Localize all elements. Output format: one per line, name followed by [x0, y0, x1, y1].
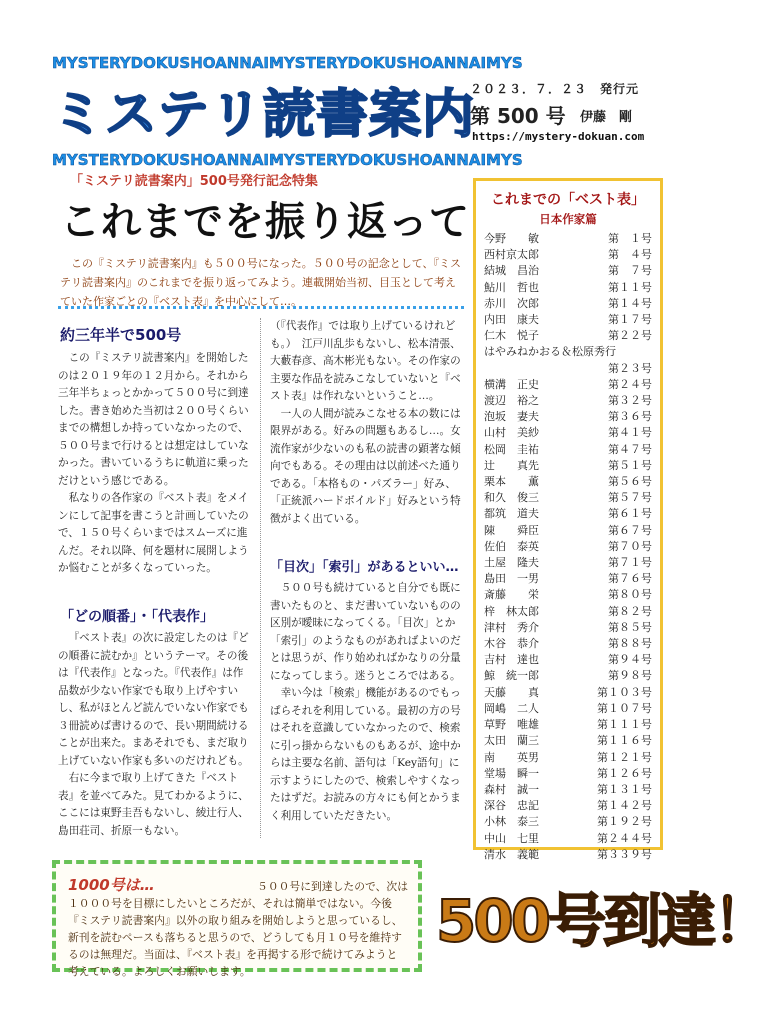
col2-para-1: （『代表作』では取り上げているけれども。） 江戸川乱歩もないし、松本清張、大藪春彦、高木彬光もない。その作家の主要な作品を読みこなしていないと『ベスト表』は作れないということ…。	[270, 320, 461, 402]
best-list-row	[484, 604, 652, 620]
issue-number-cell: 第７０号	[608, 539, 652, 553]
issue-number-cell: 第４１号	[608, 426, 652, 440]
author-name-cell: 太田 蘭三	[484, 734, 539, 748]
author-name-cell: 深谷 忠記	[484, 799, 539, 813]
special-label: 「ミステリ読書案内」500号発行記念特集	[70, 174, 318, 189]
issue-number-cell: 第８８号	[608, 637, 652, 651]
author-name: 伊藤 剛	[580, 110, 633, 125]
issue-number-cell: 第５７号	[608, 491, 652, 505]
author-name-cell: 吉村 達也	[484, 653, 539, 667]
best-list-row	[484, 798, 652, 814]
issue-number-cell: 第７６号	[608, 572, 652, 586]
author-name-cell: 都筑 道夫	[484, 507, 539, 521]
best-list-title: これまでの「ベスト表」	[491, 192, 645, 208]
author-name-cell: はやみねかおる＆松原秀行	[484, 345, 616, 359]
issue-number-cell: 第２３号	[608, 361, 652, 375]
author-name-cell: 内田 康夫	[484, 313, 539, 327]
best-list-row	[484, 490, 652, 506]
col2-body-2	[270, 580, 462, 825]
best-list-row	[484, 361, 652, 377]
footer-content	[68, 874, 408, 980]
issue-number-cell: 第２４４号	[597, 831, 652, 845]
best-list-row	[484, 263, 652, 279]
author-name-cell: 小林 泰三	[484, 815, 539, 829]
col1-para-1: この『ミステリ読書案内』を開始したのは２０１９年の１２月から。それから三年半ちょっとかかって５００号に到達した。書き始めた当初は２００号くらいまでの構想しか持っていなかったので、５００号まで行けるとは想定はしていなかった。書いているうちに軌道に乗っただけという感じである。	[58, 352, 249, 487]
issue-number-cell: 第３６号	[608, 410, 652, 424]
best-list-row	[484, 733, 652, 749]
bottom-banner: MYSTERYDOKUSHOANNAIMYSTERYDOKUSHOANNAIMYS	[52, 151, 523, 169]
author-name-cell: 鮎川 哲也	[484, 280, 539, 294]
author-name-cell: 渡辺 裕之	[484, 394, 539, 408]
issue-number-cell: 第９４号	[608, 653, 652, 667]
best-list-row	[484, 425, 652, 441]
author-name-cell: 木谷 恭介	[484, 637, 539, 651]
issue-number-cell: 第１４号	[608, 296, 652, 310]
issue-number-cell: 第２２号	[608, 329, 652, 343]
best-list-row	[484, 409, 652, 425]
issue-number-cell: 第８２号	[608, 604, 652, 618]
col2-para-4: 幸い今は「検索」機能があるのでもっぱらそれを利用している。最初の方の号はそれを意識していなかったので、検索に引っ掛からないものもあるが、途中からは主要な名前、語句は「Key語句」に示すようにしたので、検索しやすくなったはずだ。お読みの方々にも何とかうまく利用していただきたい。	[270, 687, 461, 822]
issue-number-cell: 第４７号	[608, 442, 652, 456]
col2-para-2: 一人の人間が読みこなせる本の数には限界がある。好みの問題もあるし…。女流作家が少ないのも私の読書の顕著な傾向でもある。その理由は以前述べた通りである。「本格もの・パズラー」好み、「正統派ハードボイルド」好みという特徴がよく出ている。	[270, 407, 461, 525]
best-list-row	[484, 458, 652, 474]
issue-number-cell: 第１２１号	[597, 750, 652, 764]
top-banner: MYSTERYDOKUSHOANNAIMYSTERYDOKUSHOANNAIMYS	[52, 54, 523, 72]
author-name-cell: 仁木 悦子	[484, 329, 539, 343]
issue-number-cell: 第３２号	[608, 394, 652, 408]
author-name-cell: 斎藤 栄	[484, 588, 539, 602]
best-list-row	[484, 766, 652, 782]
author-name-cell: 佐伯 泰英	[484, 539, 539, 553]
best-list-row	[484, 328, 652, 344]
best-list-row	[484, 474, 652, 490]
best-list-row	[484, 312, 652, 328]
issue-number-cell: 第１１１号	[597, 718, 652, 732]
issue-number-cell: 第８５号	[608, 620, 652, 634]
author-name-cell: 鯨 統一郎	[484, 669, 539, 683]
col2-para-3: ５００号も続けていると自分でも既に書いたものと、まだ書いていないものの区別が曖昧になってくる。「目次」とか「索引」のようなものがあればよいのだとは思うが、作り始めればかなりの分量になってしまう。迷うところではある。	[270, 582, 461, 682]
issue-number-cell: 第１１号	[608, 280, 652, 294]
best-list-row	[484, 685, 652, 701]
best-list-row	[484, 393, 652, 409]
author-name-cell: 堂場 瞬一	[484, 766, 539, 780]
issue-number-cell: 第５６号	[608, 475, 652, 489]
col1-body-1	[58, 350, 250, 578]
footer-text: １０００号を目標にしたいところだが、それは簡単ではない。今後『ミステリ読書案内』以外の取り組みを開始しようと思っているし、新刊を読むペースも落ちると思うので、どうしても月１０号を維持するのは無理だ。当面は、『ベスト表』を再掲する形で続けてみようと考えている。よろしくお願いします。	[68, 897, 403, 978]
column-divider	[260, 318, 261, 838]
col1-para-2: 私なりの各作家の『ベスト表』をメインにして記事を書こうと計画していたので、１５０号くらいまではスムーズに進んだ。それ以降、何を題材に展開しようか悩むことが多くなっていった。	[58, 492, 249, 574]
publish-date: ２０２３．７．２３ 発行元	[470, 82, 640, 96]
best-list-row	[484, 539, 652, 555]
author-name-cell: 結城 昌治	[484, 264, 539, 278]
best-list-row	[484, 231, 652, 247]
issue-number: 第 500 号	[470, 104, 566, 128]
footer-heading: 1000号は…	[68, 876, 155, 894]
author-name-cell: 草野 唯雄	[484, 718, 539, 732]
best-list-row	[484, 344, 652, 360]
best-list-row	[484, 814, 652, 830]
best-list-box	[473, 178, 663, 861]
best-list-row	[484, 636, 652, 652]
best-list	[484, 231, 652, 863]
best-list-row	[484, 620, 652, 636]
author-name-cell: 梓 林太郎	[484, 604, 539, 618]
best-list-row	[484, 847, 652, 863]
best-list-row	[484, 247, 652, 263]
dotted-divider	[58, 306, 464, 309]
issue-number-cell: 第１７号	[608, 313, 652, 327]
best-list-row	[484, 571, 652, 587]
best-list-row	[484, 782, 652, 798]
issue-number-cell: 第１３１号	[597, 782, 652, 796]
issue-number-cell: 第５１号	[608, 458, 652, 472]
issue-number-cell: 第３３９号	[597, 847, 652, 861]
issue-number-cell: 第１４２号	[597, 799, 652, 813]
author-name-cell: 天藤 真	[484, 685, 539, 699]
intro-text: この『ミステリ読書案内』も５００号になった。５００号の記念として、『ミステリ読書案内』のこれまでを振り返ってみよう。連載開始当初、目玉として考えていた作家ごとの『ベスト表』を中心にして…。	[60, 257, 462, 308]
author-name-cell: 南 英男	[484, 750, 539, 764]
issue-number-cell: 第１１６号	[597, 734, 652, 748]
issue-number-cell: 第１９２号	[597, 815, 652, 829]
best-list-subtitle: 日本作家篇	[539, 212, 597, 226]
issue-number-cell: 第８０号	[608, 588, 652, 602]
author-name-cell: 和久 俊三	[484, 491, 539, 505]
best-list-row	[484, 701, 652, 717]
issue-number-cell: 第９８号	[608, 669, 652, 683]
col2-body-1	[270, 318, 462, 528]
best-list-row	[484, 280, 652, 296]
author-name-cell: 横溝 正史	[484, 377, 539, 391]
author-name-cell: 泡坂 妻夫	[484, 410, 539, 424]
site-url[interactable]: https://mystery-dokuan.com	[472, 130, 645, 143]
issue-number-cell: 第 ４号	[608, 248, 652, 262]
best-list-row	[484, 296, 652, 312]
best-list-row	[484, 442, 652, 458]
best-list-row	[484, 377, 652, 393]
col1-body-2	[58, 630, 250, 840]
author-name-cell: 中山 七里	[484, 831, 539, 845]
best-list-row	[484, 750, 652, 766]
headline: これまでを振り返って	[60, 199, 470, 245]
col1-heading-1: 約三年半で500号	[60, 326, 182, 344]
issue-number-cell: 第１２６号	[597, 766, 652, 780]
author-name-cell: 西村京太郎	[484, 248, 539, 262]
issue-number-cell: 第 １号	[608, 232, 652, 245]
author-name-cell: 陳 舜臣	[484, 523, 539, 537]
author-name-cell: 島田 一男	[484, 572, 539, 586]
col1-heading-2: 「どの順番」・「代表作」	[60, 609, 214, 625]
footer-text-first: ５００号に到達したので、次は	[257, 880, 408, 893]
col2-heading: 「目次」「索引」があるといい…	[270, 560, 459, 575]
issue-number-cell: 第 ７号	[608, 264, 652, 278]
issue-number-cell: 第６１号	[608, 507, 652, 521]
author-name-cell: 山村 美紗	[484, 426, 539, 440]
issue-number-cell: 第７１号	[608, 556, 652, 570]
author-name-cell: 松岡 圭祐	[484, 442, 539, 456]
best-list-row	[484, 668, 652, 684]
col1-para-4: 右に今まで取り上げてきた『ベスト表』を並べてみた。見てわかるように、ここには東野圭吾もないし、綾辻行人、島田荘司、折原一もない。	[58, 772, 249, 837]
best-list-row	[484, 717, 652, 733]
best-list-row	[484, 506, 652, 522]
author-name-cell: 栗本 薫	[484, 475, 539, 489]
author-name-cell: 森村 誠一	[484, 782, 539, 796]
author-name-cell: 辻 真先	[484, 458, 539, 472]
author-name-cell: 赤川 次郎	[484, 296, 539, 310]
author-name-cell: 津村 秀介	[484, 620, 539, 634]
issue-number-cell: 第６７号	[608, 523, 652, 537]
author-name-cell: 土屋 隆夫	[484, 556, 539, 570]
author-name-cell: 清水 義範	[484, 847, 539, 861]
best-list-row	[484, 555, 652, 571]
col1-para-3: 『ベスト表』の次に設定したのは『どの順番に読むか』というテーマ。その後は『代表作』となった。『代表作』は作品数が少ない作家でも取り上げやすいし、私がほとんど読んでいない作家でも３冊読めば書けるので、長い期間続けることが出来た。まあそれでも、まだ取り上げていない作家も多いのだけれども。	[58, 632, 249, 767]
footer-box	[52, 860, 422, 978]
masthead-title: ミステリ読書案内	[52, 85, 475, 145]
best-list-row	[484, 831, 652, 847]
best-list-row	[484, 652, 652, 668]
best-list-row	[484, 587, 652, 603]
milestone-text: 500号到達！	[436, 887, 768, 955]
issue-number-cell: 第２４号	[608, 377, 652, 391]
issue-number-cell: 第１０３号	[597, 685, 652, 699]
author-name-cell: 岡嶋 二人	[484, 701, 539, 715]
issue-number-cell: 第１０７号	[597, 701, 652, 715]
author-name-cell: 今野 敏	[484, 232, 539, 245]
best-list-row	[484, 523, 652, 539]
